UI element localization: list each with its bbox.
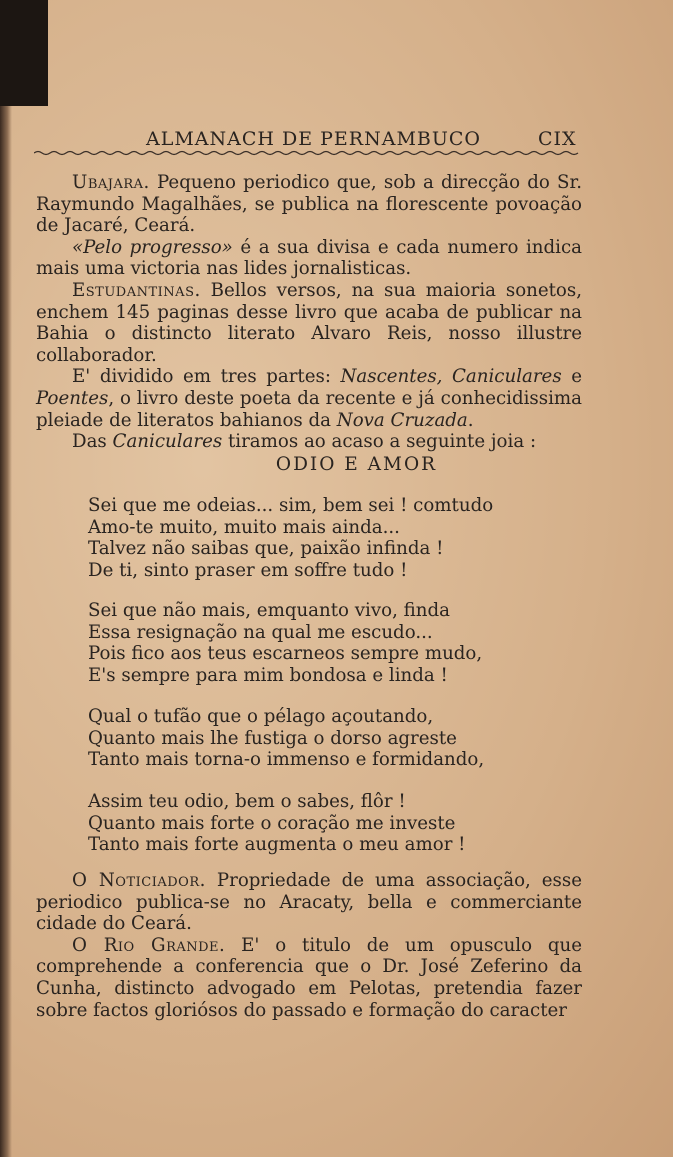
entry-title: O Noticiador.	[72, 870, 206, 891]
poem-line: Talvez não saibas que, paixão infinda !	[88, 538, 444, 560]
entry-text: , o livro deste poeta da recente e já conhecidissima pleiade de literatos bahianos da	[36, 387, 582, 431]
poem-title: ODIO E AMOR	[275, 454, 438, 475]
poem-line: Sei que me odeias... sim, bem sei ! comtudo	[88, 495, 494, 516]
entry-text: Pequeno periodico que, sob a direcção do Sr. Raymundo Magalhães, se publica na florescente povoação de Jacaré, Ceará.	[36, 172, 582, 237]
entry-noticiador	[36, 870, 582, 935]
entry-text: E' dividido em tres partes:	[72, 366, 341, 388]
poem-line: Tanto mais torna-o immenso e formidando,	[88, 749, 485, 771]
entry-text: Das	[72, 431, 113, 453]
entry-text: é a sua divisa e cada numero indica mais uma victoria nas lides jornalisticas.	[36, 236, 582, 280]
body-text-top	[36, 172, 582, 453]
dark-corner	[0, 0, 48, 106]
entry-title: Estudantinas.	[72, 279, 201, 301]
poem-line: De ti, sinto praser em soffre tudo !	[88, 559, 408, 581]
running-title: ALMANACH DE PERNAMBUCO	[146, 128, 481, 150]
entry-text: Bellos versos, na sua maioria sonetos, enchem 145 paginas desse livro que acaba de publicar na Bahia o distincto literato Alvaro Reis, nosso illustre collaborador.	[36, 279, 582, 366]
poem-stanza-1	[88, 495, 568, 581]
entry-text: E' o titulo de um opusculo que comprehende a conferencia que o Dr. José Zeferino da Cunha, distincto advogado em Pelotas, pretendia fazer sobre factos gloriósos do passado e formação do caracter	[36, 934, 583, 1021]
group-name: Nova Cruzada	[336, 409, 468, 431]
poem-stanza-4	[88, 791, 568, 856]
poem-line: Pois fico aos teus escarneos sempre mudo,	[88, 643, 483, 665]
page-number: CIX	[538, 128, 577, 150]
entry-text: .	[467, 409, 474, 431]
entry-title: Ubajara.	[72, 172, 150, 193]
decorative-wavy-rule	[34, 150, 582, 156]
book-name: Caniculares	[112, 431, 223, 453]
poem-line: Essa resignação na qual me escudo...	[88, 621, 433, 643]
entry-text: e	[561, 366, 582, 388]
poem-line: Quanto mais forte o coração me investe	[88, 812, 456, 834]
entry-excerpt-intro	[36, 431, 582, 453]
entry-title: O Rio Grande.	[72, 934, 226, 956]
page-header	[0, 128, 673, 152]
motto-quote: «Pelo progresso»	[72, 236, 233, 258]
part-names: Nascentes, Caniculares	[340, 366, 562, 388]
poem-line: E's sempre para mim bondosa e linda !	[88, 664, 448, 686]
entry-text: tiramos ao acaso a seguinte joia :	[222, 431, 537, 453]
book-spine-shadow	[0, 0, 12, 1157]
entry-motto	[36, 237, 582, 280]
entry-estudantinas	[36, 280, 582, 366]
entry-ubajara	[36, 172, 582, 237]
poem-stanza-3	[88, 706, 568, 771]
poem-stanza-2	[88, 600, 568, 686]
poem-line: Qual o tufão que o pélago açoutando,	[88, 706, 434, 727]
part-name-poentes: Poentes	[36, 387, 109, 409]
poem-line: Assim teu odio, bem o sabes, flôr !	[88, 791, 406, 812]
body-text-bottom	[36, 870, 582, 1021]
entry-parts	[36, 366, 582, 431]
entry-text: Propriedade de uma associação, esse periodico publica-se no Aracaty, bella e commerciante cidade do Ceará.	[36, 870, 582, 935]
poem-line: Quanto mais lhe fustiga o dorso agreste	[88, 727, 457, 749]
poem-line: Sei que não mais, emquanto vivo, finda	[88, 600, 450, 621]
entry-rio-grande	[36, 935, 582, 1021]
poem-line: Tanto mais forte augmenta o meu amor !	[88, 834, 466, 856]
poem-line: Amo-te muito, muito mais ainda...	[88, 516, 400, 538]
